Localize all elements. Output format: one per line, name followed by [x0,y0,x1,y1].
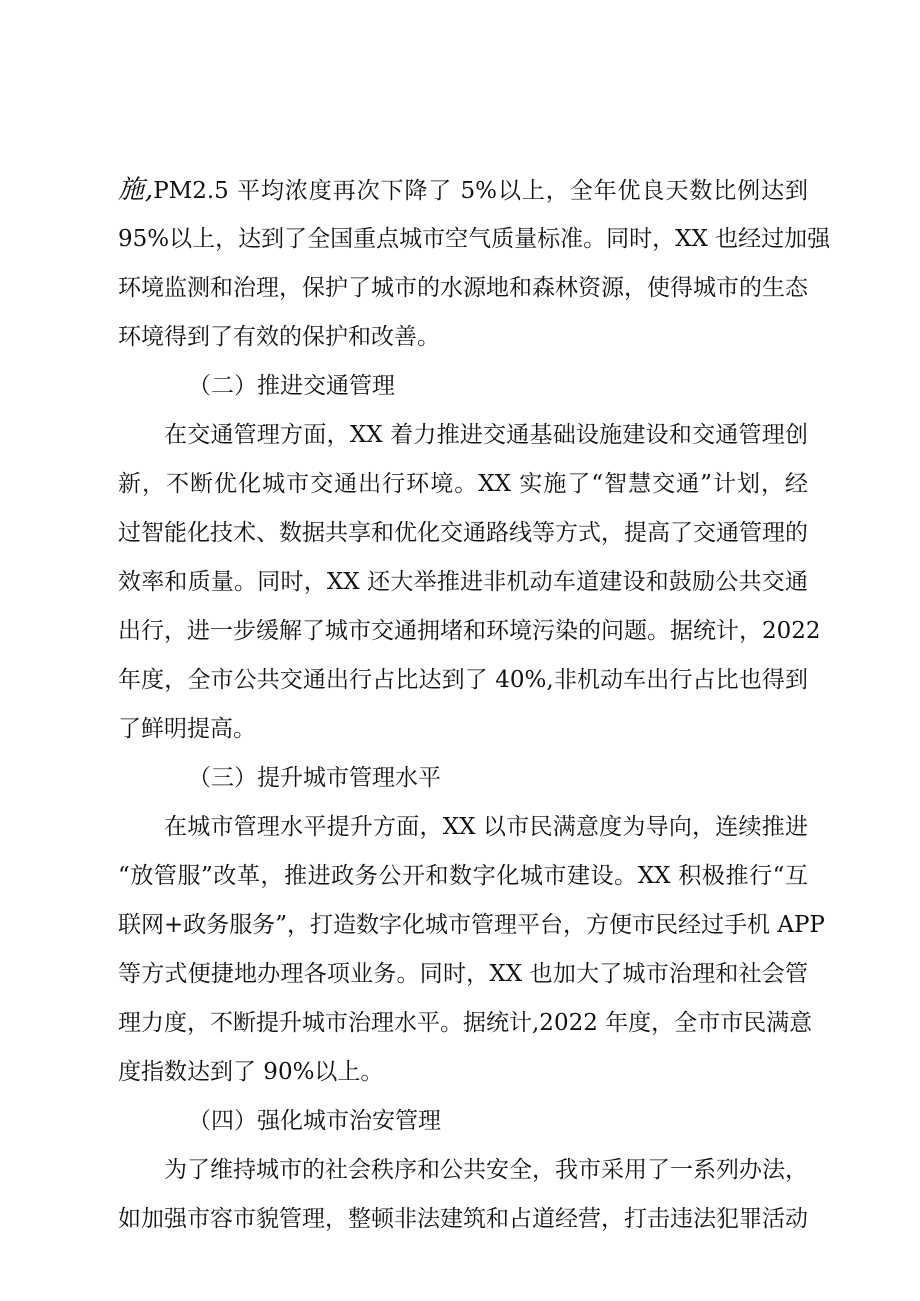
paragraph-line: 等方式便捷地办理各项业务。同时，XX 也加大了城市治理和社会管 [118,961,808,987]
paragraph-line: 了鲜明提高。 [118,716,256,742]
paragraph-line: 过智能化技术、数据共享和优化交通路线等方式，提高了交通管理的 [118,520,808,546]
paragraph-line: 联网+政务服务”，打造数字化城市管理平台，方便市民经过手机 APP [118,912,825,938]
paragraph-line: 新，不断优化城市交通出行环境。XX 实施了“智慧交通”计划，经 [118,471,808,497]
paragraph-lead-char: 施, [118,175,154,205]
paragraph-line [118,166,808,215]
paragraph-line: 在城市管理水平提升方面，XX 以市民满意度为导向，连续推进 [164,814,808,840]
paragraph-line: 理力度，不断提升城市治理水平。据统计,2022 年度，全市市民满意 [118,1010,813,1036]
paragraph-line: 年度，全市公共交通出行占比达到了 40%,非机动车出行占比也得到 [118,667,808,693]
paragraph-line: “放管服”改革，推进政务公开和数字化城市建设。XX 积极推行“互 [118,863,808,889]
paragraph-line: 效率和质量。同时，XX 还大举推进非机动车道建设和鼓励公共交通 [118,569,808,595]
paragraph-line: 环境监测和治理，保护了城市的水源地和森林资源，使得城市的生态 [118,275,808,301]
paragraph-text: PM2.5 平均浓度再次下降了 5%以上，全年优良天数比例达到 [153,178,808,204]
document-body [118,166,831,1244]
paragraph-line: 环境得到了有效的保护和改善。 [118,324,440,350]
paragraph-line: 出行，进一步缓解了城市交通拥堵和环境污染的问题。据统计，2022 [118,618,821,644]
paragraph-line: 如加强市容市貌管理，整顿非法建筑和占道经营，打击违法犯罪活动 [118,1206,808,1232]
paragraph-line: 度指数达到了 90%以上。 [118,1059,384,1085]
section-heading-traffic: （二）推进交通管理 [188,373,395,399]
section-heading-city-management: （三）提升城市管理水平 [188,765,441,791]
paragraph-line: 为了维持城市的社会秩序和公共安全，我市采用了一系列办法， [164,1157,808,1183]
section-heading-public-security: （四）强化城市治安管理 [188,1108,441,1134]
paragraph-line: 95%以上，达到了全国重点城市空气质量标准。同时，XX 也经过加强 [118,226,831,252]
paragraph-line: 在交通管理方面，XX 着力推进交通基础设施建设和交通管理创 [164,422,808,448]
